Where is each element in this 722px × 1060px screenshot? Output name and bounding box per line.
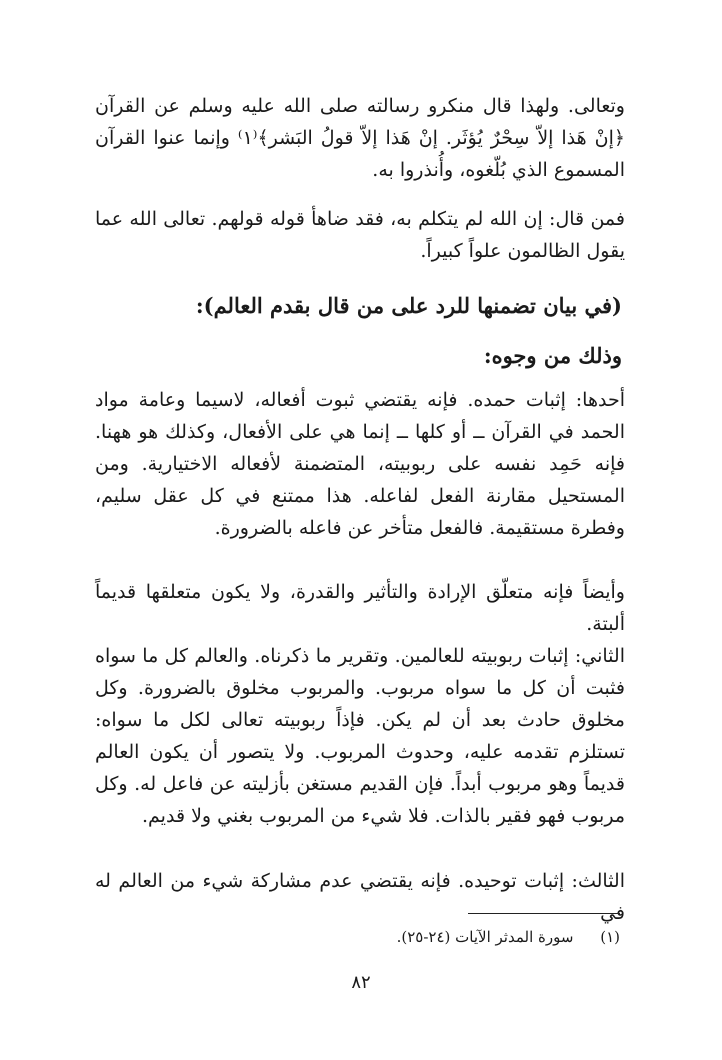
paragraph-6 (95, 865, 625, 929)
paragraph-text: فمن قال: إن الله لم يتكلم به، فقد ضاهأ قوله قولهم. تعالى الله عما يقول الظالمون علواً كبيراً. (95, 208, 625, 262)
paragraph-text: وأيضاً فإنه متعلّق الإرادة والتأثير والقدرة، ولا يكون متعلقها قديماً ألبتة. (95, 581, 625, 635)
paragraph-text: الثاني: إثبات ربوبيته للعالمين. وتقرير ما ذكرناه. والعالم كل ما سواه فثبت أن كل ما سواه مربوب. والمربوب مخلوق بالضرورة. وكل مخلوق حادث بعد أن لم يكن. فإذاً ربوبيته تعالى لكل ما سواه: تستلزم تقدمه عليه، وحدوث المربوب. ولا يتصور أن يكون العالم قديماً وهو مربوب أبداً. فإن القديم مستغن بأزليته عن فاعل له. وكل مربوب فهو فقير بالذات. فلا شيء من المربوب بغني ولا قديم. (95, 645, 625, 827)
subsection-heading: وذلك من وجوه: (483, 343, 622, 368)
footnote-text: سورة المدثر الآيات (٢٤-٢٥). (396, 928, 574, 946)
paragraph-text: أحدها: إثبات حمده. فإنه يقتضي ثبوت أفعاله، لاسيما وعامة مواد الحمد في القرآن ــ أو كلها ــ إنما هي على الأفعال، وكذلك هو ههنا. فإنه حَمِد نفسه على ربوبيته، المتضمنة لأفعاله الاختيارية. ومن المستحيل مقارنة الفعل لفاعله. هذا ممتنع في كل عقل سليم، وفطرة مستقيمة. فالفعل متأخر عن فاعله بالضرورة. (95, 389, 625, 539)
paragraph-5 (95, 640, 625, 832)
footnote-divider (468, 913, 620, 914)
paragraph-text: وتعالى. ولهذا قال منكرو رسالته صلى الله عليه وسلم عن القرآن ﴿إنْ هَذا إلاّ سِحْرٌ يُؤثَر. إنْ هَذا إلاّ قولُ البَشر﴾⁽١⁾ وإنما عنوا القرآن المسموع الذي بُلّغوه، وأُنذروا به. (95, 95, 625, 181)
footnote (95, 928, 620, 946)
paragraph-1 (95, 90, 625, 186)
footnote-number: (١) (600, 928, 620, 946)
paragraph-3 (95, 384, 625, 544)
section-heading: (في بيان تضمنها للرد على من قال بقدم العالم): (195, 293, 622, 318)
paragraph-2 (95, 203, 625, 267)
page-number: ٨٢ (351, 972, 371, 993)
paragraph-4 (95, 576, 625, 640)
paragraph-text: الثالث: إثبات توحيده. فإنه يقتضي عدم مشاركة شيء من العالم له في (95, 870, 625, 924)
